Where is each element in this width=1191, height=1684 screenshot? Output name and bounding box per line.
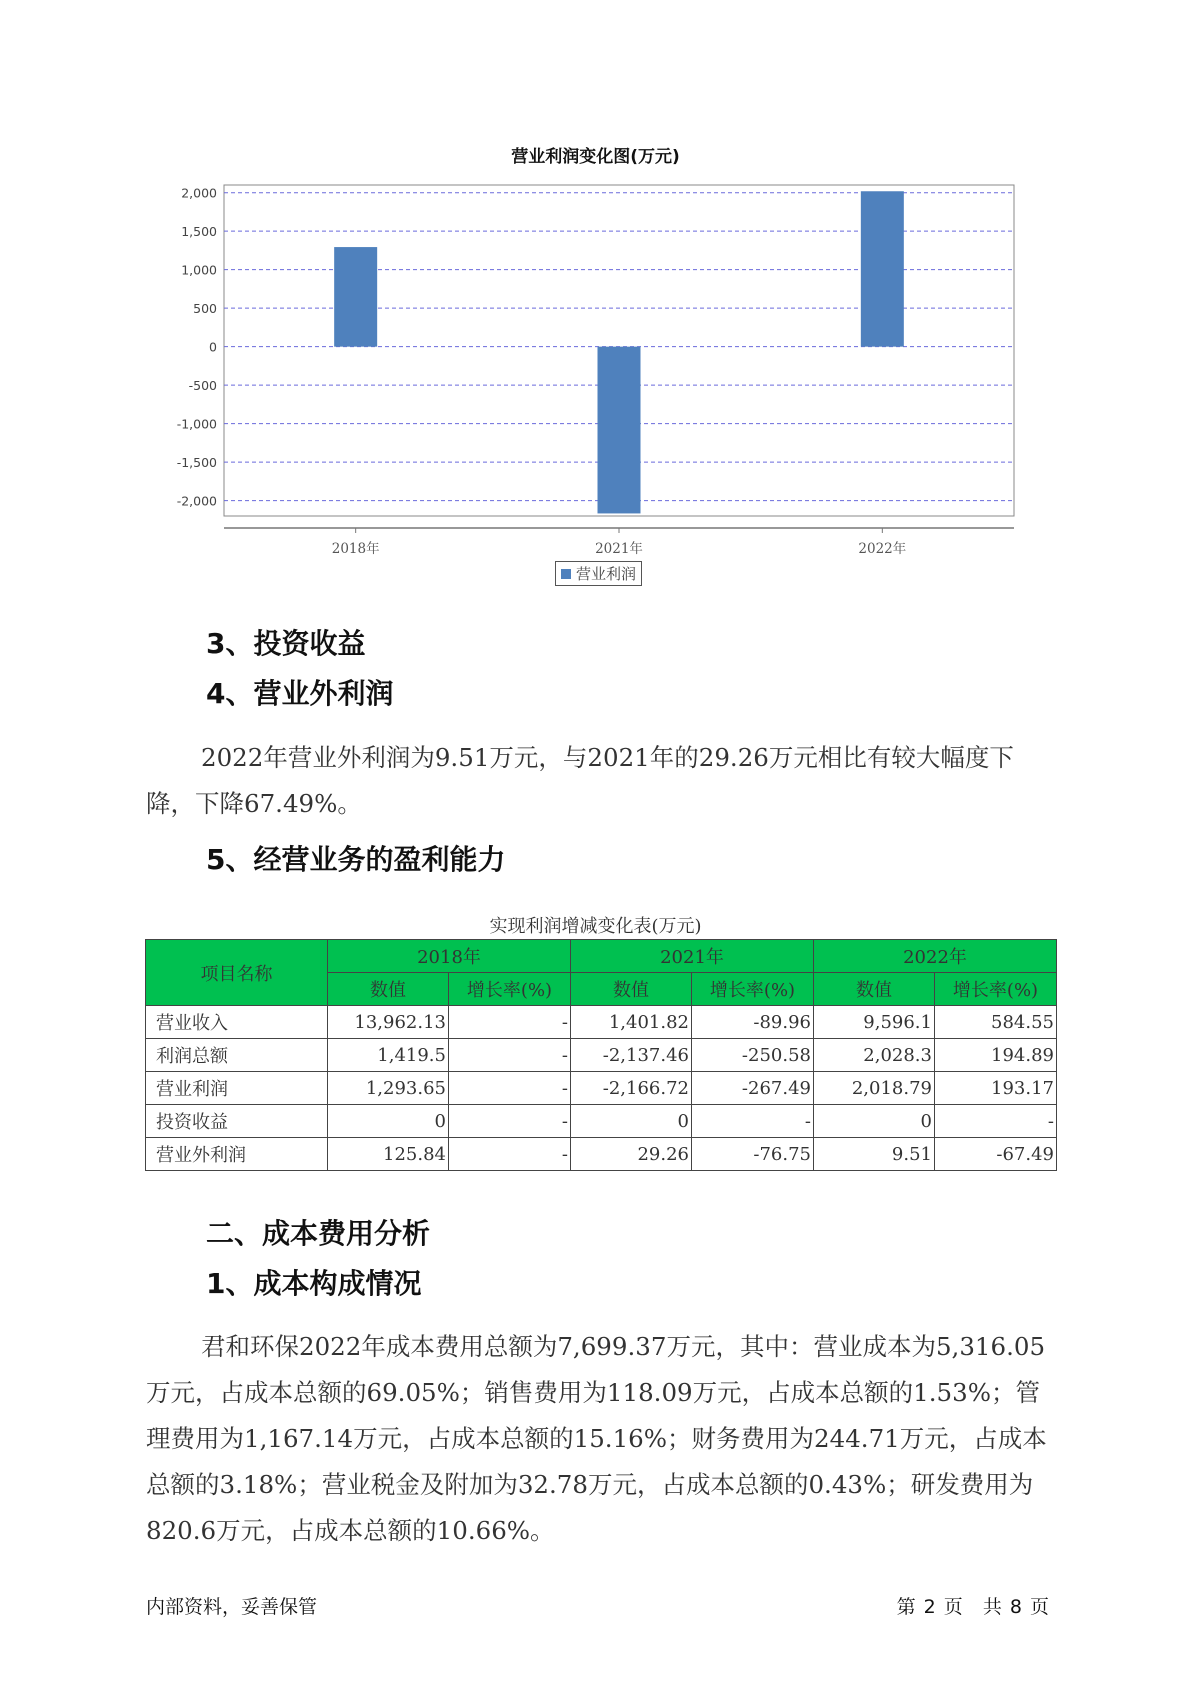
- profit-change-table: [145, 939, 1057, 1171]
- cell-value-2022: 2,018.79: [814, 1072, 935, 1105]
- cell-value-2021: -2,166.72: [571, 1072, 692, 1105]
- header-growth: 增长率(%): [692, 973, 814, 1006]
- page-label-prefix: 第: [896, 1596, 916, 1618]
- cell-value-2021: 0: [571, 1105, 692, 1138]
- cell-value-2018: 0: [328, 1105, 449, 1138]
- cell-growth-2018: -: [449, 1138, 571, 1171]
- y-tick-label: -500: [188, 378, 217, 394]
- bar-2022年: [861, 191, 904, 346]
- header-value: 数值: [571, 973, 692, 1006]
- row-name: 营业收入: [146, 1006, 328, 1039]
- cell-growth-2022: -: [935, 1105, 1057, 1138]
- operating-profit-chart: [0, 0, 1191, 560]
- x-tick-label: 2018年: [331, 541, 380, 557]
- y-tick-label: -1,000: [176, 416, 217, 432]
- paragraph-non-operating-profit: 2022年营业外利润为9.51万元，与2021年的29.26万元相比有较大幅度下降，下降67.49%。: [146, 743, 1014, 818]
- legend-label: 营业利润: [576, 565, 637, 583]
- table-row: [146, 1138, 1057, 1171]
- y-tick-label: 1,500: [181, 224, 217, 240]
- header-year-2018: 2018年: [328, 940, 571, 973]
- cell-value-2022: 9,596.1: [814, 1006, 935, 1039]
- row-name: 营业外利润: [146, 1138, 328, 1171]
- table-row: [146, 1039, 1057, 1072]
- table-caption: 实现利润增减变化表(万元): [489, 916, 702, 937]
- cell-value-2018: 125.84: [328, 1138, 449, 1171]
- footer-confidential-note: 内部资料，妥善保管: [146, 1596, 318, 1618]
- y-tick-label: 2,000: [181, 185, 217, 201]
- bar-2018年: [334, 247, 377, 347]
- cell-growth-2018: -: [449, 1039, 571, 1072]
- total-label-prefix: 共: [982, 1596, 1002, 1618]
- cell-value-2021: 29.26: [571, 1138, 692, 1171]
- cell-growth-2018: -: [449, 1006, 571, 1039]
- cell-value-2018: 1,419.5: [328, 1039, 449, 1072]
- heading-profitability: 5、经营业务的盈利能力: [206, 843, 506, 876]
- cell-growth-2021: -76.75: [692, 1138, 814, 1171]
- cell-growth-2021: -267.49: [692, 1072, 814, 1105]
- y-tick-label: -2,000: [176, 493, 217, 509]
- x-tick-label: 2022年: [858, 541, 907, 557]
- table-row: [146, 1072, 1057, 1105]
- cell-growth-2018: -: [449, 1105, 571, 1138]
- cell-value-2022: 9.51: [814, 1138, 935, 1171]
- y-tick-label: -1,500: [176, 455, 217, 471]
- row-name: 投资收益: [146, 1105, 328, 1138]
- row-name: 营业利润: [146, 1072, 328, 1105]
- y-tick-label: 500: [193, 301, 217, 317]
- heading-investment-income: 3、投资收益: [206, 627, 366, 660]
- y-tick-label: 0: [209, 339, 217, 355]
- header-year-2021: 2021年: [571, 940, 814, 973]
- cell-value-2022: 2,028.3: [814, 1039, 935, 1072]
- chart-title: 营业利润变化图(万元): [511, 147, 680, 167]
- heading-cost-analysis: 二、成本费用分析: [206, 1217, 431, 1250]
- row-name: 利润总额: [146, 1039, 328, 1072]
- header-value: 数值: [328, 973, 449, 1006]
- cell-value-2018: 13,962.13: [328, 1006, 449, 1039]
- total-label-suffix: 页: [1029, 1596, 1049, 1618]
- page-label-suffix: 页: [943, 1596, 963, 1618]
- header-year-2022: 2022年: [814, 940, 1057, 973]
- cell-growth-2021: -250.58: [692, 1039, 814, 1072]
- bar-2021年: [598, 347, 641, 514]
- y-tick-label: 1,000: [181, 262, 217, 278]
- cell-growth-2022: 193.17: [935, 1072, 1057, 1105]
- cell-growth-2022: -67.49: [935, 1138, 1057, 1171]
- cell-growth-2022: 194.89: [935, 1039, 1057, 1072]
- cell-growth-2021: -89.96: [692, 1006, 814, 1039]
- cell-growth-2021: -: [692, 1105, 814, 1138]
- header-value: 数值: [814, 973, 935, 1006]
- table-row: [146, 1105, 1057, 1138]
- heading-non-operating-profit: 4、营业外利润: [206, 677, 394, 710]
- total-pages: 8: [1009, 1596, 1022, 1618]
- current-page: 2: [923, 1596, 936, 1618]
- header-growth: 增长率(%): [935, 973, 1057, 1006]
- heading-cost-structure: 1、成本构成情况: [206, 1267, 422, 1300]
- page-number: [893, 1592, 1053, 1619]
- paragraph-cost-structure: 君和环保2022年成本费用总额为7,699.37万元，其中：营业成本为5,316.05万元，占成本总额的69.05%；销售费用为118.09万元，占成本总额的1.53%；管理费用为1,167.14万元，占成本总额的15.16%；财务费用为244.71万元，占成本总额的3.18%；营业税金及附加为32.78万元，占成本总额的0.43%；研发费用为820.6万元，占成本总额的10.66%。: [146, 1332, 1047, 1545]
- header-item-name: 项目名称: [146, 940, 328, 1006]
- header-growth: 增长率(%): [449, 973, 571, 1006]
- cell-growth-2022: 584.55: [935, 1006, 1057, 1039]
- cell-value-2021: 1,401.82: [571, 1006, 692, 1039]
- cell-growth-2018: -: [449, 1072, 571, 1105]
- cell-value-2022: 0: [814, 1105, 935, 1138]
- cell-value-2018: 1,293.65: [328, 1072, 449, 1105]
- cell-value-2021: -2,137.46: [571, 1039, 692, 1072]
- table-row: [146, 1006, 1057, 1039]
- legend-swatch: [561, 569, 571, 579]
- x-tick-label: 2021年: [595, 541, 643, 557]
- chart-legend: [555, 561, 642, 586]
